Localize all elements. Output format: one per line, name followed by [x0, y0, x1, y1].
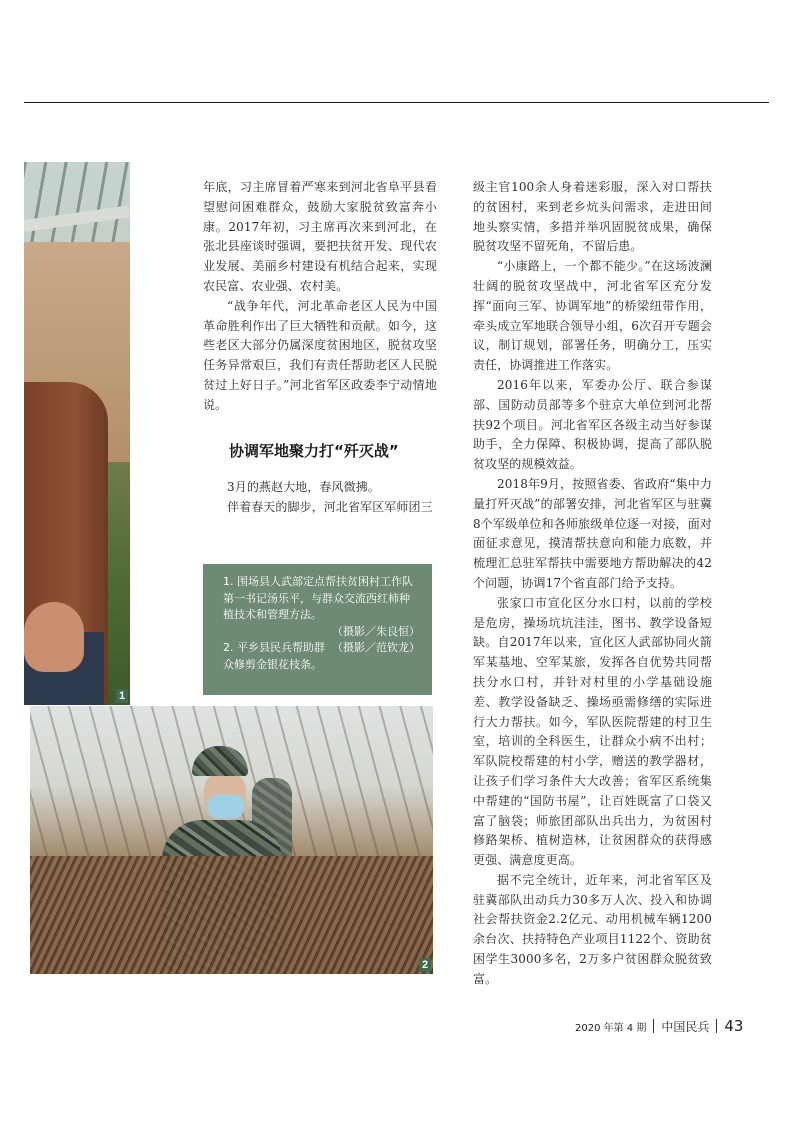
article-column-2 — [473, 178, 712, 990]
face-mask — [208, 794, 244, 818]
paragraph: 据不完全统计，近年来，河北省军区及驻冀部队出动兵力30多万人次、投入和协调社会帮扶资金2.2亿元、动用机械车辆1200余台次、扶持特色产业项目1122个、资助贫困学生3000多名，2万多户贫困群众脱贫致富。 — [473, 872, 712, 986]
magazine-name: 中国民兵 — [661, 1019, 710, 1034]
footer-divider — [653, 1019, 654, 1033]
section-heading: 协调军地聚力打“歼灭战” — [229, 442, 399, 460]
article-column-1 — [203, 178, 437, 416]
honeysuckle-branches — [30, 856, 433, 974]
header-rule — [24, 102, 769, 103]
person-hand — [24, 602, 84, 672]
caption-item-1: 1. 围场县人武部定点帮扶贫困村工作队第一书记汤乐平，与群众交流西红柿种植技术和管理方法。 — [223, 575, 413, 621]
photo-number-badge: 2 — [419, 958, 431, 972]
photo-pruning — [30, 706, 433, 974]
caption-item-2 — [223, 640, 420, 673]
paragraph: 张家口市宣化区分水口村，以前的学校是危房，操场坑坑洼洼，图书、教学设备短缺。自2017年以来，宣化区人武部协同火箭军某基地、空军某旅，发挥各自优势共同帮扶分水口村，并针对村里的小学基础设施差、教学设备缺乏、操场亟需修缮的实际进行大力帮扶。如今，军队医院帮建的村卫生室，培训的全科医生，让群众小病不出村；军队院校帮建的村小学，赠送的教学器材，让孩子们学习条件大大改善；省军区系统集中帮建的“国防书屋”，让百姓既富了口袋又富了脑袋；师旅团部队出兵出力，为贫困村修路架桥、植树造林，让贫困群众的获得感更强、满意度更高。 — [473, 595, 712, 868]
caption-item-2-text: 2. 平乡县民兵帮助群众修剪金银花枝条。 — [223, 641, 325, 671]
photo-caption-box — [203, 564, 432, 695]
paragraph: “战争年代，河北革命老区人民为中国革命胜利作出了巨大牺牲和贡献。如今，这些老区大部分仍属深度贫困地区，脱贫攻坚任务异常艰巨，我们有责任帮助老区人民脱贫过上好日子。”河北省军区政委李宁动情地说。 — [203, 298, 437, 412]
photo-number-badge: 1 — [116, 689, 128, 703]
page-number: 43 — [724, 1017, 744, 1035]
caption-credit-1: （摄影／朱良恒） — [332, 624, 420, 638]
paragraph: 2016年以来，军委办公厅、联合参谋部、国防动员部等多个驻京大单位到河北帮扶92个项目。河北省军区各级主动当好参谋助手，全力保障、积极协调，提高了部队脱贫攻坚的规模效益。 — [473, 377, 712, 472]
issue-label: 2020 年第 4 期 — [575, 1022, 647, 1034]
camouflage-cap — [192, 746, 248, 776]
paragraph: “小康路上，一个都不能少。”在这场波澜壮阔的脱贫攻坚战中，河北省军区充分发挥“面向三军、协调军地”的桥梁纽带作用，牵头成立军地联合领导小组，6次召开专题会议，制订规划，部署任务，明确分工，压实责任，协调推进工作落实。 — [473, 259, 712, 373]
photo-farmer — [24, 162, 130, 705]
page-footer — [575, 1016, 743, 1036]
paragraph: 2018年9月，按照省委、省政府“集中力量打歼灭战”的部署安排，河北省军区与驻冀8个军级单位和各师旅级单位逐一对接，面对面征求意见，摸清帮扶意向和能力底数，并梳理汇总驻军帮扶中需要地方帮助解决的42个问题，协调17个省直部门给予支持。 — [473, 476, 712, 590]
paragraph: 伴着春天的脚步，河北省军区军师团三 — [227, 499, 433, 514]
footer-divider — [716, 1019, 717, 1033]
paragraph: 年底，习主席冒着严寒来到河北省阜平县看望慰问困难群众，鼓励大家脱贫致富奔小康。2017年初，习主席再次来到河北，在张北县座谈时强调，要把扶贫开发、现代农业发展、美丽乡村建设有机结合起来，实现农民富、农业强、农村美。 — [203, 180, 437, 293]
caption-credit-2: （摄影／范钦龙） — [332, 641, 420, 654]
tomato-plants — [108, 462, 130, 705]
article-column-1-continued — [203, 478, 437, 518]
paragraph: 3月的燕赵大地，春风微拂。 — [227, 480, 380, 494]
greenhouse-roof — [24, 162, 130, 242]
paragraph: 级主官100余人身着迷彩服，深入对口帮扶的贫困村，来到老乡炕头问需求，走进田间地头察实情，多措并举巩固脱贫成果，确保脱贫攻坚不留死角，不留后患。 — [473, 180, 712, 254]
